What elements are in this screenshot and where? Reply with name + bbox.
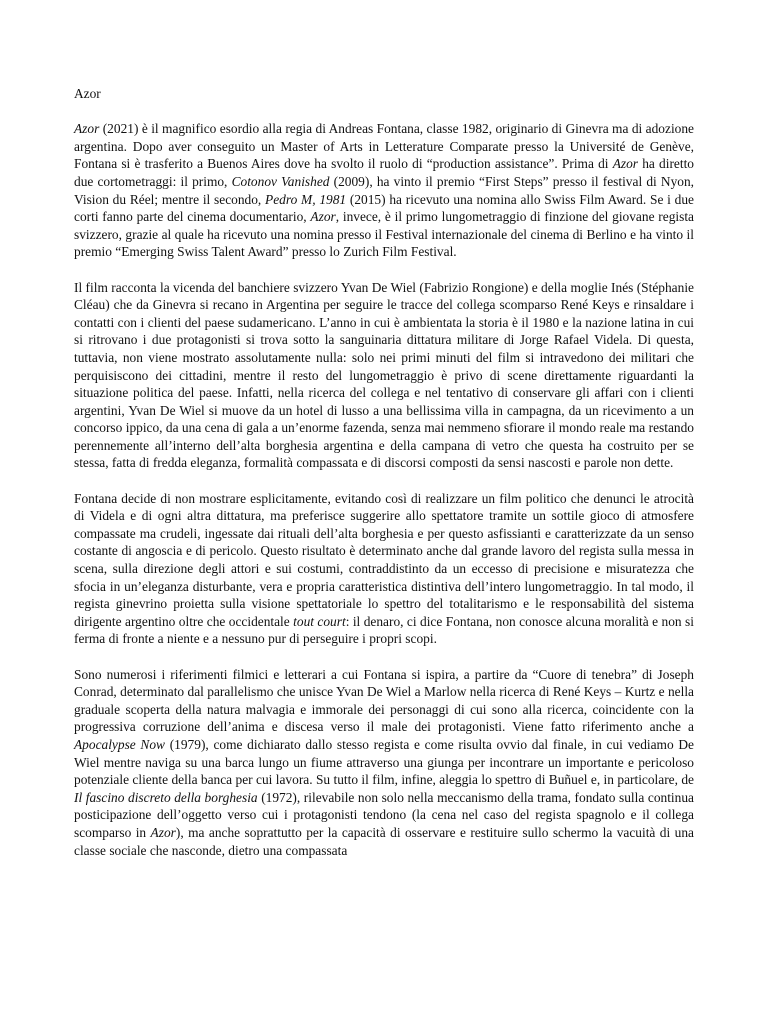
text-run: (2009), ha vinto il premio “First Steps” presso il festival di Nyon, Vision du Réel; mentre il secondo, [74, 173, 695, 207]
italic-text: Apocalypse Now [74, 736, 165, 752]
paragraph [74, 120, 694, 261]
italic-text: tout court [293, 613, 346, 629]
text-run: (2015) ha ricevuto una nomina allo Swiss Film Award. Se i due corti fanno parte del cinema documentario, [74, 191, 694, 225]
text-run: ha diretto due cortometraggi: il primo, [74, 156, 694, 189]
paragraph [74, 490, 694, 648]
text-run: (1972), rilevabile non solo nella meccanismo della trama, fondato sulla continua posticipazione dell’oggetto verso cui i protagonisti tendono (la cena nel caso del regista spagnolo e il collega scomparso in [74, 789, 694, 840]
italic-text: Pedro M, 1981 [265, 191, 347, 207]
document-body [74, 120, 694, 859]
italic-text: Cotonov Vanished [231, 173, 330, 189]
text-run: (1979), come dichiarato dallo stesso regista e come risulta ovvio dal finale, in cui vediamo De Wiel mentre naviga su una barca lungo un fiume attraverso una giunga per incontrare un importante e pericoloso potenziale cliente della banca per cui lavora. Su tutto il film, infine, aleggia lo spettro di Buñuel e, in particolare, de [74, 736, 694, 788]
text-run: Sono numerosi i riferimenti filmici e letterari a cui Fontana si ispira, a partire da “Cuore di tenebra” di Joseph Conrad, determinato dal parallelismo che unisce Yvan De Wiel a Marlow nella ricerca di René Keys – Kurtz e nella graduale scoperta della natura malvagia e immorale dei personaggi di cui sono alla ricerca, coincidente con la progressiva corruzione dell’anima e discesa verso il male dei protagonisti. Viene fatto riferimento anche a [74, 666, 694, 735]
italic-text: Azor [310, 209, 336, 225]
text-run: ), ma anche soprattutto per la capacità di osservare e restituire sullo schermo la vacuità di una classe sociale che nasconde, dietro una compassata [74, 824, 694, 858]
text-run: , invece, è il primo lungometraggio di finzione del giovane regista svizzero, grazie al quale ha ricevuto una nomina presso il Festival internazionale del cinema di Berlino e ha vinto il premio “Emerging Swiss Talent Award” presso lo Zurich Film Festival. [74, 209, 694, 260]
italic-text: Azor [150, 824, 176, 840]
text-run: Fontana decide di non mostrare esplicitamente, evitando così di realizzare un film politico che denunci le atrocità di Videla e di ogni altra dittatura, ma preferisce suggerire allo spettatore tramite un sottile gioco di atmosfere compassate ma crudeli, ingessate dai rituali dell’alta borghesia e per questo asfissianti e caratterizzate da un senso costante di angoscia e di pericolo. Questo risultato è determinato anche dal grande lavoro del regista sulla messa in scena, sulla direzione degli attori e sui costumi, contraddistinto da un eccesso di precisione e misuratezza che sfocia in un’eleganza disturbante, vera e propria caratteristica distintiva dell’intero lungometraggio. In tal modo, il regista ginevrino proietta sulla visione spettatoriale lo spettro del totalitarismo e le responsabilità del sistema dirigente argentino oltre che occidentale [74, 490, 694, 629]
text-run: : il denaro, ci dice Fontana, non conosce alcuna moralità e non si ferma di fronte a niente e a nessuno pur di perseguire i propri scopi. [74, 613, 694, 647]
text-run: Il film racconta la vicenda del banchiere svizzero Yvan De Wiel (Fabrizio Rongione) e della moglie Inés (Stéphanie Cléau) che da Ginevra si recano in Argentina per seguire le tracce del collega scomparso René Keys e rinsaldare i contatti con i clienti del paese sudamericano. L’anno in cui è ambientata la storia è il 1980 e la nazione latina in cui si ritrovano i due protagonisti si trova sotto la sanguinaria dittatura militare di Jorge Rafael Videla. Di questa, tuttavia, non viene mostrato assolutamente nulla: solo nei primi minuti del film si intravedono dei militari che perquisiscono dei cittadini, mentre il resto del lungometraggio è privo di scene direttamente riguardanti la situazione politica del paese. Infatti, nella ricerca del collega e nel tentativo di conservare gli affari con i clienti argentini, Yvan De Wiel si muove da un hotel di lusso a una bellissima villa in campagna, da un ricevimento a un concorso ippico, da una cena di gala a un’enorme fazenda, senza mai nemmeno sfiorare il mondo reale ma restando perennemente all’interno dell’alta borghesia argentina e della campana di vetro che questa ha costruito per se stessa, fatta di fredda eleganza, formalità compassata e di discorsi composti da sensi nascosti e parole non dette. [74, 279, 694, 471]
paragraph [74, 666, 694, 860]
italic-text: Azor [612, 156, 639, 172]
italic-text: Il fascino discreto della borghesia [74, 789, 258, 805]
document-title: Azor [74, 86, 101, 101]
document-page [74, 85, 694, 859]
italic-text: Azor [74, 121, 100, 137]
paragraph [74, 279, 694, 473]
text-run: (2021) è il magnifico esordio alla regia di Andreas Fontana, classe 1982, originario di Ginevra ma di adozione argentina. Dopo aver conseguito un Master of Arts in Letterature Comparate presso la Université de Genève, Fontana si è trasferito a Buenos Aires dove ha svolto il ruolo di “production assistance”. Prima di [74, 121, 694, 172]
